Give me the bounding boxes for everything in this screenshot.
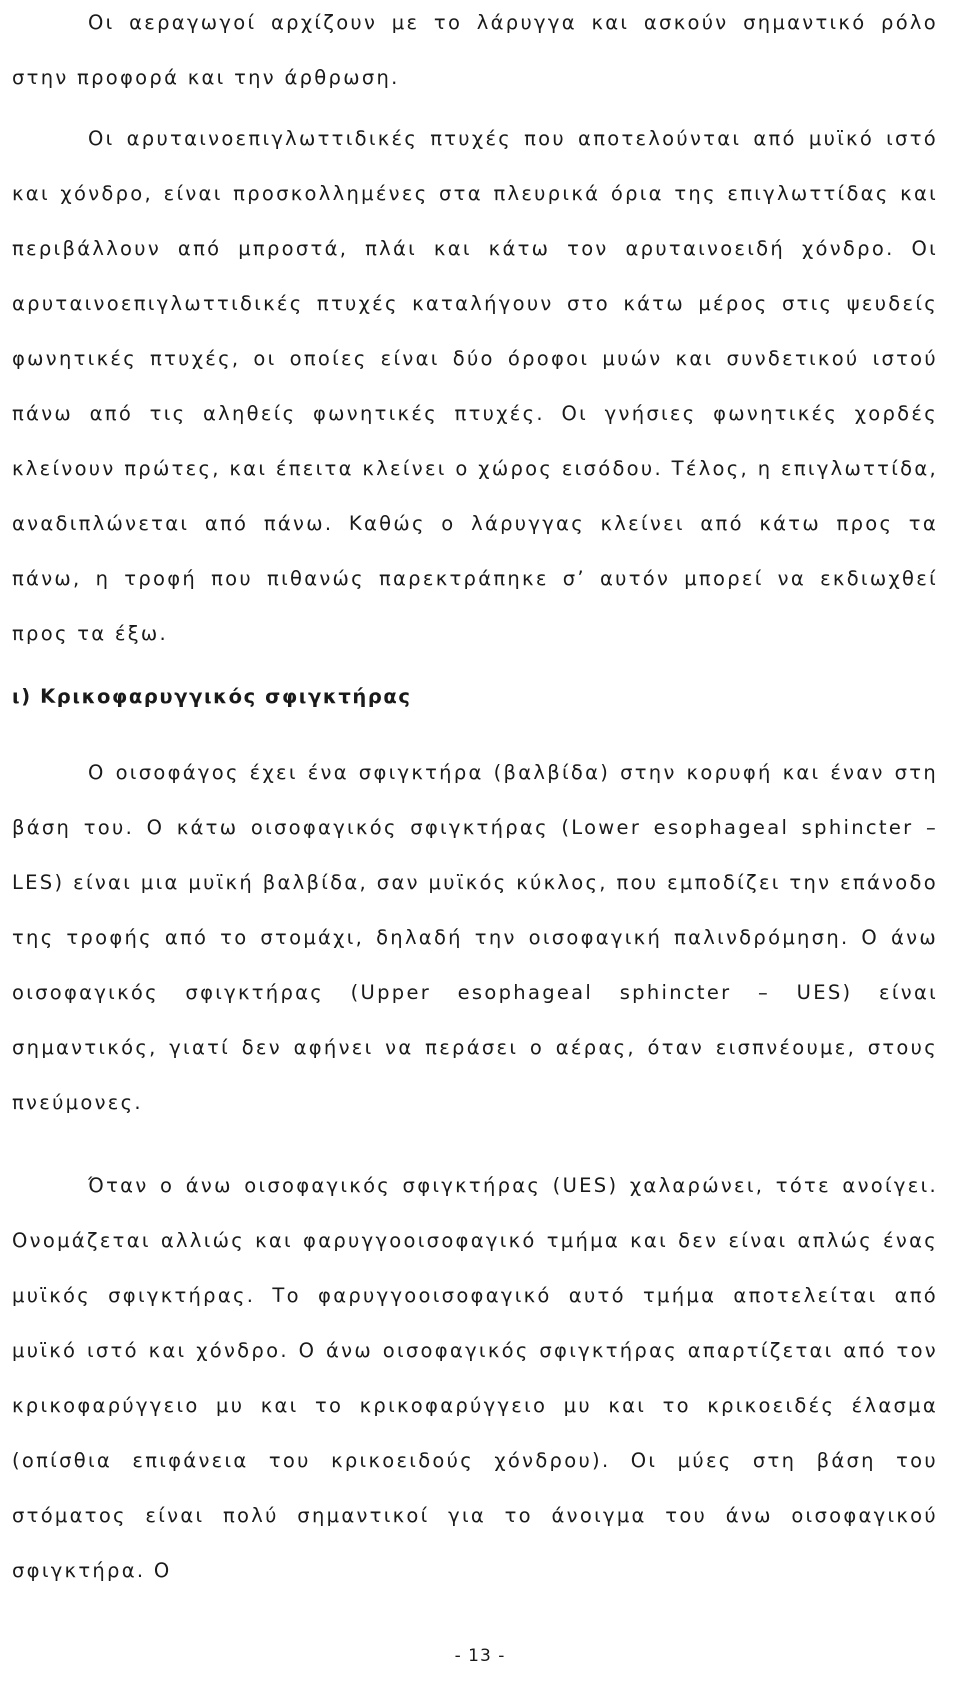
paragraph-upper-sphincter: Όταν ο άνω οισοφαγικός σφιγκτήρας (UES) χαλαρώνει, τότε ανοίγει. Ονομάζεται αλλιώς και φαρυγγοοισοφαγικό τμήμα και δεν είναι απλώς ένας μυϊκός σφιγκτήρας. Το φαρυγγοοισοφαγικό αυτό τμήμα αποτελείται από μυϊκό ιστό και χόνδρο. Ο άνω οισοφαγικός σφιγκτήρας απαρτίζεται από τον κρικοφαρύγγειο μυ και το κρικοφαρύγγειο μυ και το κρικοειδές έλασμα (οπίσθια επιφάνεια του κρικοειδούς χόνδρου). Οι μύες στη βάση του στόματος είναι πολύ σημαντικοί για το άνοιγμα του άνω οισοφαγικού σφιγκτήρα. Ο	[12, 1174, 938, 1582]
paragraph-esophageal-sphincters: Ο οισοφάγος έχει ένα σφιγκτήρα (βαλβίδα) στην κορυφή και έναν στη βάση του. Ο κάτω οισοφαγικός σφιγκτήρας (Lower esophageal sphincter – LES) είναι μια μυϊκή βαλβίδα, σαν μυϊκός κύκλος, που εμποδίζει την επάνοδο της τροφής από το στομάχι, δηλαδή την οισοφαγική παλινδρόμηση. Ο άνω οισοφαγικός σφιγκτήρας (Upper esophageal sphincter – UES) είναι σημαντικός, γιατί δεν αφήνει να περάσει ο αέρας, όταν εισπνέουμε, στους πνεύμονες.	[12, 761, 938, 1114]
paragraph-airways-intro: Οι αεραγωγοί αρχίζουν με το λάρυγγα και ασκούν σημαντικό ρόλο στην προφορά και την άρθρωση.	[12, 11, 938, 89]
paragraph-aryepiglottic-folds: Οι αρυταινοεπιγλωττιδικές πτυχές που αποτελούνται από μυϊκό ιστό και χόνδρο, είναι προσκολλημένες στα πλευρικά όρια της επιγλωττίδας και περιβάλλουν από μπροστά, πλάι και κάτω τον αρυταινοειδή χόνδρο. Οι αρυταινοεπιγλωττιδικές πτυχές καταλήγουν στο κάτω μέρος στις ψευδείς φωνητικές πτυχές, οι οποίες είναι δύο όροφοι μυών και συνδετικού ιστού πάνω από τις αληθείς φωνητικές πτυχές. Οι γνήσιες φωνητικές χορδές κλείνουν πρώτες, και έπειτα κλείνει ο χώρος εισόδου. Τέλος, η επιγλωττίδα, αναδιπλώνεται από πάνω. Καθώς ο λάρυγγας κλείνει από κάτω προς τα πάνω, η τροφή που πιθανώς παρεκτράπηκε σ’ αυτόν μπορεί να εκδιωχθεί προς τα έξω.	[12, 127, 938, 645]
section-heading-cricopharyngeal-sphincter: ι) Κρικοφαρυγγικός σφιγκτήρας	[12, 685, 412, 708]
page-number: - 13 -	[454, 1646, 506, 1666]
